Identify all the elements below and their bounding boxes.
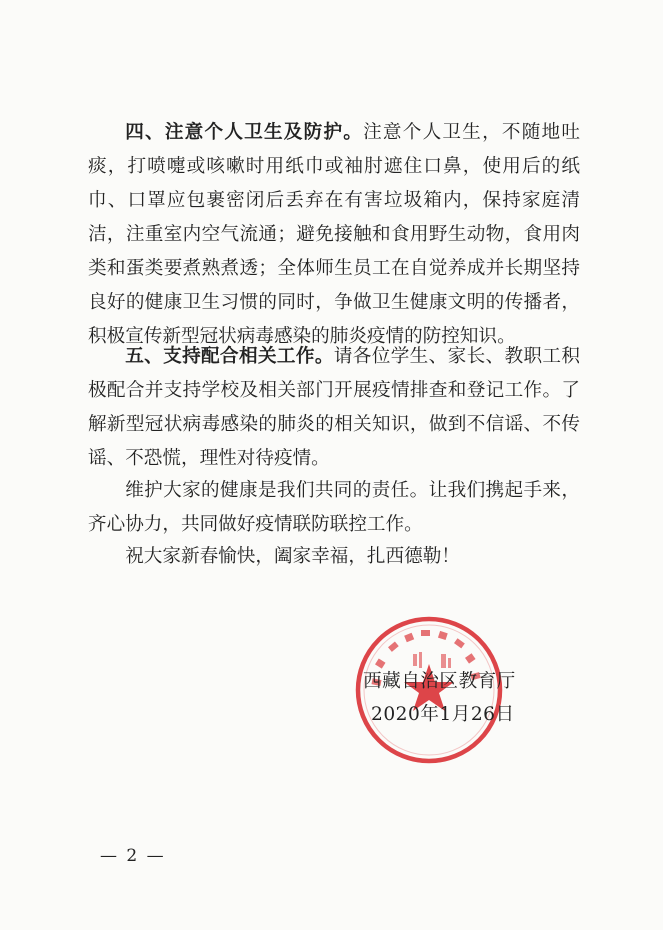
signature-organization: 西藏自治区教育厅 [363,671,516,692]
signature-date: 2020年1月26日 [371,704,515,725]
page-number: — 2 — [100,846,166,866]
section-4-heading: 四、注意个人卫生及防护。 [125,122,364,143]
section-4-paragraph [88,116,580,354]
section-5-paragraph [88,340,580,476]
greeting-paragraph: 祝大家新春愉快，阖家幸福，扎西德勒！ [125,546,460,567]
section-4-body: 注意个人卫生，不随地吐痰，打喷嚏或咳嗽时用纸巾或袖肘遮住口鼻，使用后的纸巾、口罩应包裹密闭后丢弃在有害垃圾箱内，保持家庭清洁，注重室内空气流通；避免接触和食用野生动物，食用肉类和蛋类要煮熟煮透；全体师生员工在自觉养成并长期坚持良好的健康卫生习惯的同时，争做卫生健康文明的传播者，积极宣传新型冠状病毒感染的肺炎疫情的防控知识。 [88,122,580,347]
closing-paragraph: 维护大家的健康是我们共同的责任。让我们携起手来，齐心协力，共同做好疫情联防联控工作。 [88,480,580,535]
section-5-heading: 五、支持配合相关工作。 [125,346,334,367]
section-5-body: 请各位学生、家长、教职工积极配合并支持学校及相关部门开展疫情排查和登记工作。了解新型冠状病毒感染的肺炎的相关知识，做到不信谣、不传谣、不恐慌，理性对待疫情。 [88,346,580,469]
